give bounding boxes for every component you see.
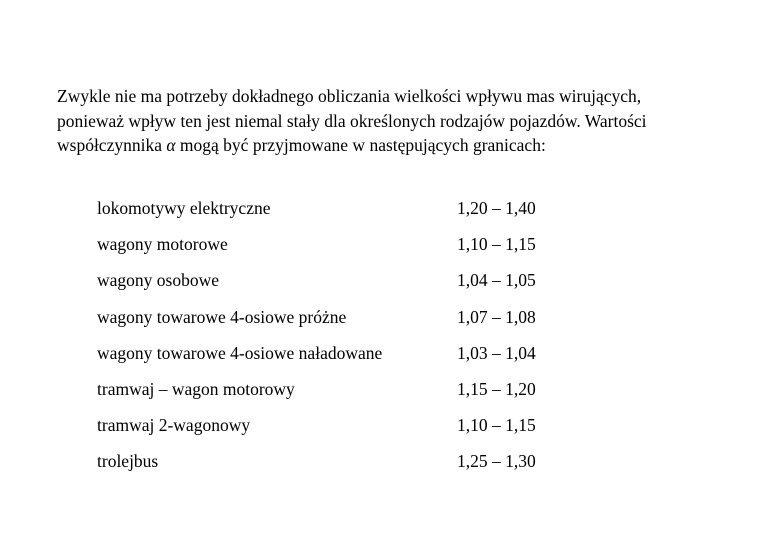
table-row <box>97 335 697 371</box>
vehicle-type: trolejbus <box>97 451 159 472</box>
vehicle-type: wagony towarowe 4-osiowe próżne <box>97 306 347 327</box>
coefficient-range: 1,07 – 1,08 <box>457 306 536 327</box>
intro-line-1: Zwykle nie ma potrzeby dokładnego obliczania wielkości wpływu mas wirujących, <box>57 86 642 106</box>
vehicle-type: wagony osobowe <box>97 270 219 291</box>
intro-paragraph <box>57 84 757 158</box>
coefficient-range: 1,03 – 1,04 <box>457 342 536 363</box>
table-row <box>97 226 697 262</box>
intro-line-3-end: mogą być przyjmowane w następujących granicach: <box>175 135 546 155</box>
vehicle-type: tramwaj – wagon motorowy <box>97 378 295 399</box>
table-row <box>97 407 697 443</box>
table-row <box>97 443 697 479</box>
table-row <box>97 371 697 407</box>
intro-line-3 <box>57 133 757 158</box>
coefficient-symbol: α <box>166 135 176 155</box>
coefficient-range: 1,04 – 1,05 <box>457 270 536 291</box>
coefficient-range: 1,15 – 1,20 <box>457 378 536 399</box>
table-row <box>97 190 697 226</box>
vehicle-type: wagony towarowe 4-osiowe naładowane <box>97 342 383 363</box>
vehicle-type: lokomotywy elektryczne <box>97 198 271 218</box>
coefficient-range: 1,10 – 1,15 <box>457 234 536 255</box>
coefficient-range: 1,20 – 1,40 <box>457 198 536 218</box>
table-row <box>97 262 697 298</box>
intro-line-2: ponieważ wpływ ten jest niemal stały dla określonych rodzajów pojazdów. Wartości <box>57 110 647 131</box>
intro-line-3-start: współczynnika <box>57 135 167 155</box>
vehicle-type: wagony motorowe <box>97 234 228 255</box>
coefficient-range: 1,10 – 1,15 <box>457 415 536 436</box>
vehicle-type: tramwaj 2-wagonowy <box>97 415 251 436</box>
table-row <box>97 299 697 335</box>
coefficient-table <box>97 190 697 480</box>
coefficient-range: 1,25 – 1,30 <box>457 451 536 472</box>
